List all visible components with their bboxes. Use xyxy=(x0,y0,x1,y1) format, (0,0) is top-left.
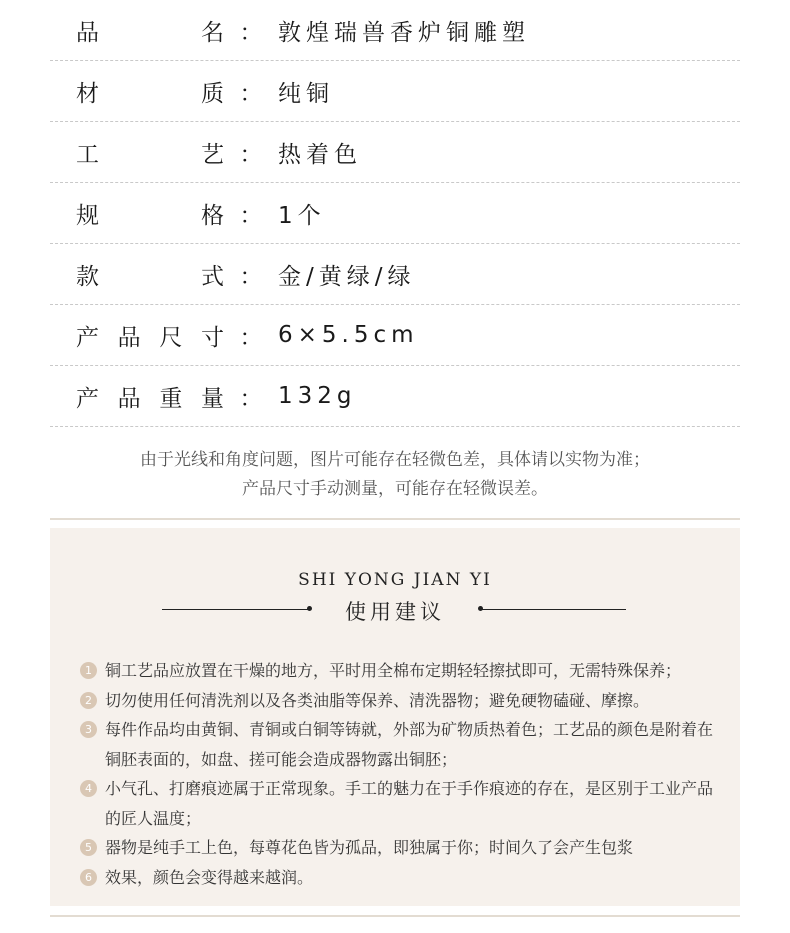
spec-label-char: 名 xyxy=(201,19,224,46)
spec-label-char: 规 xyxy=(76,202,99,229)
spec-label xyxy=(76,136,224,169)
spec-colon: ： xyxy=(239,80,263,107)
note-text: 小气孔、打磨痕迹属于正常现象。手工的魅力在于手作痕迹的存在，是区别于工业产品的匠人温度； xyxy=(105,779,714,828)
usage-note xyxy=(80,774,720,833)
spec-row-spec xyxy=(50,183,740,244)
note-number-badge: 1 xyxy=(80,662,97,679)
usage-advice-panel xyxy=(50,528,740,906)
spec-value-size: 6×5.5cm xyxy=(278,322,419,348)
spec-value-style: 金/黄绿/绿 xyxy=(278,263,416,290)
spec-row-weight xyxy=(50,366,740,427)
usage-note xyxy=(80,686,720,716)
spec-row-style xyxy=(50,244,740,305)
spec-label-char: 产 xyxy=(76,385,99,412)
note-text: 器物是纯手工上色，每尊花色皆为孤品，即独属于你；时间久了会产生包浆 xyxy=(105,838,634,857)
usage-title: 使用建议 xyxy=(345,600,445,624)
usage-title-pinyin: SHI YONG JIAN YI xyxy=(298,570,492,590)
spec-label-char: 材 xyxy=(76,80,99,107)
disclaimer-line: 由于光线和角度问题，图片可能存在轻微色差，具体请以实物为准； xyxy=(140,450,650,470)
spec-colon: ： xyxy=(239,19,263,46)
spec-label-char: 工 xyxy=(76,141,99,168)
section-divider xyxy=(50,518,740,520)
note-number-badge: 3 xyxy=(80,721,97,738)
spec-row-size xyxy=(50,305,740,366)
spec-label-char: 格 xyxy=(201,202,224,229)
spec-colon: ： xyxy=(239,324,263,351)
usage-note xyxy=(80,715,720,774)
spec-row-craft xyxy=(50,122,740,183)
note-number-badge: 4 xyxy=(80,780,97,797)
spec-label-char: 质 xyxy=(201,80,224,107)
title-deco-line-right xyxy=(481,609,626,610)
spec-label-char: 尺 xyxy=(159,324,183,351)
spec-colon: ： xyxy=(239,263,263,290)
spec-label xyxy=(76,380,224,413)
product-spec-table xyxy=(50,0,740,427)
spec-label-char: 寸 xyxy=(200,324,224,351)
spec-label xyxy=(76,197,224,230)
spec-value-name: 敦煌瑞兽香炉铜雕塑 xyxy=(278,19,530,46)
usage-notes-list xyxy=(80,656,720,892)
bottom-divider xyxy=(50,915,740,917)
usage-note xyxy=(80,833,720,863)
note-text: 铜工艺品应放置在干燥的地方，平时用全棉布定期轻轻擦拭即可，无需特殊保养； xyxy=(105,661,682,680)
spec-label-char: 品 xyxy=(117,324,141,351)
spec-label xyxy=(76,258,224,291)
color-disclaimer xyxy=(50,446,740,504)
usage-note xyxy=(80,863,720,893)
note-number-badge: 2 xyxy=(80,692,97,709)
usage-note xyxy=(80,656,720,686)
spec-label-char: 量 xyxy=(200,385,224,412)
spec-label-char: 款 xyxy=(76,263,99,290)
spec-label xyxy=(76,75,224,108)
spec-label-char: 品 xyxy=(76,19,99,46)
spec-label-char: 式 xyxy=(201,263,224,290)
spec-value-craft: 热着色 xyxy=(278,141,362,168)
spec-colon: ： xyxy=(239,385,263,412)
spec-label xyxy=(76,14,224,47)
spec-label-char: 艺 xyxy=(201,141,224,168)
note-number-badge: 5 xyxy=(80,839,97,856)
spec-value-spec: 1个 xyxy=(278,202,326,229)
note-number-badge: 6 xyxy=(80,869,97,886)
spec-value-material: 纯铜 xyxy=(278,80,334,107)
note-text: 切勿使用任何清洗剂以及各类油脂等保养、清洗器物；避免硬物磕碰、摩擦。 xyxy=(105,690,650,710)
spec-row-material xyxy=(50,61,740,122)
spec-label xyxy=(76,319,224,352)
spec-colon: ： xyxy=(239,141,263,168)
disclaimer-line: 产品尺寸手动测量，可能存在轻微误差。 xyxy=(242,479,548,499)
spec-label-char: 重 xyxy=(159,385,183,412)
spec-label-char: 品 xyxy=(117,385,141,412)
note-text: 效果，颜色会变得越来越润。 xyxy=(105,867,314,887)
spec-value-weight: 132g xyxy=(278,383,357,409)
note-text: 每件作品均由黄铜、青铜或白铜等铸就，外部为矿物质热着色；工艺品的颜色是附着在铜胚表面的，如盘、搓可能会造成器物露出铜胚； xyxy=(105,720,714,769)
spec-row-name xyxy=(50,0,740,61)
spec-label-char: 产 xyxy=(76,324,99,351)
spec-colon: ： xyxy=(239,202,263,229)
